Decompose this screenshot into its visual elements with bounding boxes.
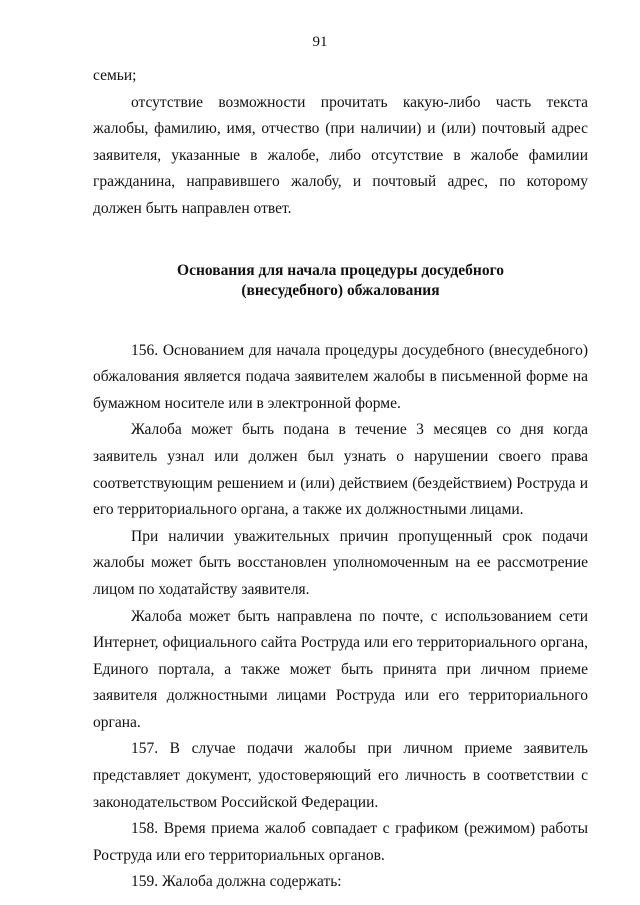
paragraph-157: 157. В случае подачи жалобы при личном приеме заявитель представляет документ, удостоверяющий его личность в соответствии с законодательством Российской Федерации. [93,740,588,811]
paragraph-158: 158. Время приема жалоб совпадает с графиком (режимом) работы Роструда или его территориальных органов. [93,820,588,864]
document-body [93,63,588,896]
section-heading [93,261,588,301]
section-heading-line-2: (внесудебного) обжалования [241,281,440,299]
paragraph-156: 156. Основанием для начала процедуры досудебного (внесудебного) обжалования является подача заявителем жалобы в письменной форме на бумажном носителе или в электронной форме. [93,341,588,412]
intro-paragraph: отсутствие возможности прочитать какую-либо часть текста жалобы, фамилию, имя, отчество (при наличии) и (или) почтовый адрес заявителя, указанные в жалобе, либо отсутствие в жалобе фамилии гражданина, направившего жалобу, и почтовый адрес, по которому должен быть направлен ответ. [93,93,588,217]
paragraph-159: 159. Жалоба должна содержать: [131,873,342,891]
page-number: 91 [312,34,328,50]
paragraph-deadline-restore: При наличии уважительных причин пропущенный срок подачи жалобы может быть восстановлен уполномоченным на ее рассмотрение лицом по ходатайству заявителя. [93,527,588,598]
paragraph-complaint-deadline: Жалоба может быть подана в течение 3 месяцев со дня когда заявитель узнал или должен был узнать о нарушении своего права соответствующим решением и (или) действием (бездействием) Роструда и его территориального органа, а также их должностными лицами. [93,421,588,519]
section-heading-line-1: Основания для начала процедуры досудебного [177,261,504,279]
paragraph-submission-channels: Жалоба может быть направлена по почте, с использованием сети Интернет, официального сайта Роструда или его территориального органа, Единого портала, а также может быть принята при личном приеме заявителя должностными лицами Роструда или его территориального органа. [93,607,588,731]
intro-line: семьи; [93,67,137,84]
